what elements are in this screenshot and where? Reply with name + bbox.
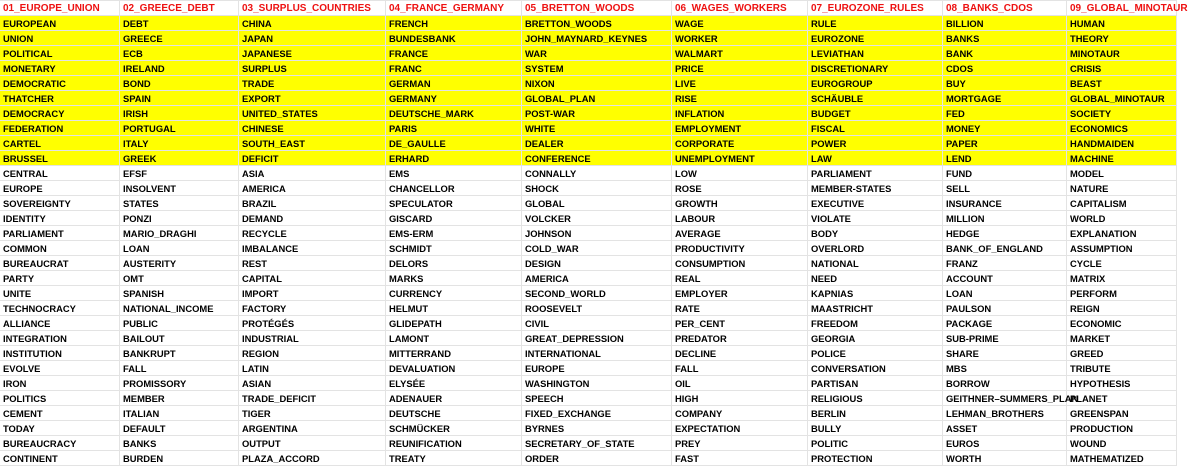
cell[interactable]: HEDGE xyxy=(943,226,1066,241)
cell[interactable]: LEVIATHAN xyxy=(808,46,942,61)
cell[interactable]: MACHINE xyxy=(1067,151,1176,166)
cell[interactable]: ECONOMIC xyxy=(1067,316,1176,331)
cell[interactable]: CONSUMPTION xyxy=(672,256,807,271)
cell[interactable]: HUMAN xyxy=(1067,16,1176,31)
cell[interactable]: ASSUMPTION xyxy=(1067,241,1176,256)
cell[interactable]: ROSE xyxy=(672,181,807,196)
cell[interactable]: FEDERATION xyxy=(0,121,119,136)
cell[interactable]: POST-WAR xyxy=(522,106,671,121)
cell[interactable]: FREEDOM xyxy=(808,316,942,331)
cell[interactable]: INDUSTRIAL xyxy=(239,331,385,346)
cell[interactable]: DEMOCRACY xyxy=(0,106,119,121)
cell[interactable]: CHANCELLOR xyxy=(386,181,521,196)
cell[interactable]: MITTERRAND xyxy=(386,346,521,361)
cell[interactable]: MODEL xyxy=(1067,166,1176,181)
cell[interactable]: TRIBUTE xyxy=(1067,361,1176,376)
cell[interactable]: SPANISH xyxy=(120,286,238,301)
cell[interactable]: OUTPUT xyxy=(239,436,385,451)
cell[interactable]: MONEY xyxy=(943,121,1066,136)
cell[interactable]: IRON xyxy=(0,376,119,391)
cell[interactable]: WORLD xyxy=(1067,211,1176,226)
cell[interactable]: COMMON xyxy=(0,241,119,256)
cell[interactable]: DELORS xyxy=(386,256,521,271)
cell[interactable]: INTERNATIONAL xyxy=(522,346,671,361)
cell[interactable]: JAPANESE xyxy=(239,46,385,61)
column-header[interactable]: 05_BRETTON_WOODS xyxy=(522,1,671,16)
cell[interactable]: BODY xyxy=(808,226,942,241)
cell[interactable]: OVERLORD xyxy=(808,241,942,256)
cell[interactable]: EVOLVE xyxy=(0,361,119,376)
cell[interactable]: POLITICAL xyxy=(0,46,119,61)
cell[interactable]: INSOLVENT xyxy=(120,181,238,196)
column-7 xyxy=(808,1,943,466)
cell[interactable]: MONETARY xyxy=(0,61,119,76)
cell[interactable]: REGION xyxy=(239,346,385,361)
cell[interactable]: EMPLOYER xyxy=(672,286,807,301)
cell[interactable]: EUROZONE xyxy=(808,31,942,46)
cell[interactable]: EUROS xyxy=(943,436,1066,451)
cell[interactable]: GLOBAL xyxy=(522,196,671,211)
cell[interactable]: REST xyxy=(239,256,385,271)
cell[interactable]: SUB-PRIME xyxy=(943,331,1066,346)
cell[interactable]: PRODUCTIVITY xyxy=(672,241,807,256)
cell[interactable]: OMT xyxy=(120,271,238,286)
cell[interactable]: PROTÉGÉS xyxy=(239,316,385,331)
cell[interactable]: LOAN xyxy=(943,286,1066,301)
cell[interactable]: DEMAND xyxy=(239,211,385,226)
cell[interactable]: EXPLANATION xyxy=(1067,226,1176,241)
column-header[interactable]: 09_GLOBAL_MINOTAUR xyxy=(1067,1,1176,16)
cell[interactable]: CRISIS xyxy=(1067,61,1176,76)
column-8 xyxy=(943,1,1079,466)
cell[interactable]: LEND xyxy=(943,151,1066,166)
cell[interactable]: RULE xyxy=(808,16,942,31)
cell[interactable]: PORTUGAL xyxy=(120,121,238,136)
cell[interactable]: WAR xyxy=(522,46,671,61)
cell[interactable]: FIXED_EXCHANGE xyxy=(522,406,671,421)
cell[interactable]: BANK_OF_ENGLAND xyxy=(943,241,1066,256)
cell[interactable]: THATCHER xyxy=(0,91,119,106)
cell[interactable]: CEMENT xyxy=(0,406,119,421)
column-header[interactable]: 04_FRANCE_GERMANY xyxy=(386,1,521,16)
cell[interactable]: LOW xyxy=(672,166,807,181)
cell[interactable]: BUREAUCRAT xyxy=(0,256,119,271)
cell[interactable]: AUSTERITY xyxy=(120,256,238,271)
cell[interactable]: PERFORM xyxy=(1067,286,1176,301)
cell[interactable]: TRADE_DEFICIT xyxy=(239,391,385,406)
cell[interactable]: VIOLATE xyxy=(808,211,942,226)
cell[interactable]: ECONOMICS xyxy=(1067,121,1176,136)
cell[interactable]: PRICE xyxy=(672,61,807,76)
cell[interactable]: DEALER xyxy=(522,136,671,151)
cell[interactable]: PER_CENT xyxy=(672,316,807,331)
column-header[interactable]: 08_BANKS_CDOS xyxy=(943,1,1066,16)
cell[interactable]: WOUND xyxy=(1067,436,1176,451)
cell[interactable]: BORROW xyxy=(943,376,1066,391)
cell[interactable]: POLICE xyxy=(808,346,942,361)
cell[interactable]: BUREAUCRACY xyxy=(0,436,119,451)
column-header[interactable]: 01_EUROPE_UNION xyxy=(0,1,119,16)
cell[interactable]: BEAST xyxy=(1067,76,1176,91)
cell[interactable]: WHITE xyxy=(522,121,671,136)
column-3 xyxy=(239,1,386,466)
cell[interactable]: BANKRUPT xyxy=(120,346,238,361)
cell[interactable]: KAPNIAS xyxy=(808,286,942,301)
cell[interactable]: BUY xyxy=(943,76,1066,91)
cell[interactable]: SOVEREIGNTY xyxy=(0,196,119,211)
cell[interactable]: PARLIAMENT xyxy=(808,166,942,181)
cell[interactable]: REUNIFICATION xyxy=(386,436,521,451)
cell[interactable]: SHOCK xyxy=(522,181,671,196)
cell[interactable]: GEORGIA xyxy=(808,331,942,346)
cell[interactable]: THEORY xyxy=(1067,31,1176,46)
cell[interactable]: ASIA xyxy=(239,166,385,181)
cell[interactable]: STATES xyxy=(120,196,238,211)
cell[interactable]: DEFICIT xyxy=(239,151,385,166)
cell[interactable]: DEBT xyxy=(120,16,238,31)
cell[interactable]: GREEK xyxy=(120,151,238,166)
cell[interactable]: LAMONT xyxy=(386,331,521,346)
cell[interactable]: SCHMÜCKER xyxy=(386,421,521,436)
cell[interactable]: CONTINENT xyxy=(0,451,119,466)
cell[interactable]: SCHMIDT xyxy=(386,241,521,256)
cell[interactable]: HELMUT xyxy=(386,301,521,316)
column-5 xyxy=(522,1,672,466)
cell[interactable]: WORTH xyxy=(943,451,1066,466)
cell[interactable]: GLOBAL_MINOTAUR xyxy=(1067,91,1176,106)
cell[interactable]: SOUTH_EAST xyxy=(239,136,385,151)
cell[interactable]: FALL xyxy=(120,361,238,376)
cell[interactable]: MEMBER-STATES xyxy=(808,181,942,196)
cell[interactable]: EUROPEAN xyxy=(0,16,119,31)
cell[interactable]: NEED xyxy=(808,271,942,286)
cell[interactable]: BANKS xyxy=(943,31,1066,46)
cell[interactable]: EXPORT xyxy=(239,91,385,106)
cell[interactable]: NATURE xyxy=(1067,181,1176,196)
cell[interactable]: BRAZIL xyxy=(239,196,385,211)
cell[interactable]: SOCIETY xyxy=(1067,106,1176,121)
cell[interactable]: CORPORATE xyxy=(672,136,807,151)
cell[interactable]: DESIGN xyxy=(522,256,671,271)
cell[interactable]: AMERICA xyxy=(239,181,385,196)
cell[interactable]: CDOS xyxy=(943,61,1066,76)
cell[interactable]: FRENCH xyxy=(386,16,521,31)
cell[interactable]: LIVE xyxy=(672,76,807,91)
cell[interactable]: WALMART xyxy=(672,46,807,61)
cell[interactable]: PARTY xyxy=(0,271,119,286)
cell[interactable]: SECRETARY_OF_STATE xyxy=(522,436,671,451)
cell[interactable]: NATIONAL_INCOME xyxy=(120,301,238,316)
cell[interactable]: IMPORT xyxy=(239,286,385,301)
cell[interactable]: TREATY xyxy=(386,451,521,466)
cell[interactable]: FACTORY xyxy=(239,301,385,316)
cell[interactable]: PAULSON xyxy=(943,301,1066,316)
cell[interactable]: CHINESE xyxy=(239,121,385,136)
cell[interactable]: MARKS xyxy=(386,271,521,286)
cell[interactable]: POLITIC xyxy=(808,436,942,451)
cell[interactable]: SPEECH xyxy=(522,391,671,406)
cell[interactable]: TIGER xyxy=(239,406,385,421)
cell[interactable]: UNITED_STATES xyxy=(239,106,385,121)
cell[interactable]: CENTRAL xyxy=(0,166,119,181)
cell[interactable]: SYSTEM xyxy=(522,61,671,76)
cell[interactable]: EUROPE xyxy=(0,181,119,196)
cell[interactable]: JOHN_MAYNARD_KEYNES xyxy=(522,31,671,46)
column-header[interactable]: 06_WAGES_WORKERS xyxy=(672,1,807,16)
cell[interactable]: TRADE xyxy=(239,76,385,91)
cell[interactable]: GISCARD xyxy=(386,211,521,226)
cell[interactable]: ASIAN xyxy=(239,376,385,391)
cell[interactable]: CYCLE xyxy=(1067,256,1176,271)
cell[interactable]: COMPANY xyxy=(672,406,807,421)
cell[interactable]: ECB xyxy=(120,46,238,61)
cell[interactable]: EMS-ERM xyxy=(386,226,521,241)
cell[interactable]: POLITICS xyxy=(0,391,119,406)
cell[interactable]: ACCOUNT xyxy=(943,271,1066,286)
cell[interactable]: HYPOTHESIS xyxy=(1067,376,1176,391)
cell[interactable]: PRODUCTION xyxy=(1067,421,1176,436)
cell[interactable]: DEFAULT xyxy=(120,421,238,436)
cell[interactable]: PREY xyxy=(672,436,807,451)
cell[interactable]: ITALIAN xyxy=(120,406,238,421)
cell[interactable]: HANDMAIDEN xyxy=(1067,136,1176,151)
cell[interactable]: PACKAGE xyxy=(943,316,1066,331)
cell[interactable]: HIGH xyxy=(672,391,807,406)
cell[interactable]: SPECULATOR xyxy=(386,196,521,211)
cell[interactable]: MINOTAUR xyxy=(1067,46,1176,61)
cell[interactable]: PROTECTION xyxy=(808,451,942,466)
cell[interactable]: POWER xyxy=(808,136,942,151)
cell[interactable]: EMPLOYMENT xyxy=(672,121,807,136)
cell[interactable]: LABOUR xyxy=(672,211,807,226)
cell[interactable]: DEUTSCHE xyxy=(386,406,521,421)
cell[interactable]: LEHMAN_BROTHERS xyxy=(943,406,1066,421)
cell[interactable]: BRUSSEL xyxy=(0,151,119,166)
cell[interactable]: AVERAGE xyxy=(672,226,807,241)
cell[interactable]: SPAIN xyxy=(120,91,238,106)
cell[interactable]: PARLIAMENT xyxy=(0,226,119,241)
cell[interactable]: EUROGROUP xyxy=(808,76,942,91)
cell[interactable]: LOAN xyxy=(120,241,238,256)
cell[interactable]: TODAY xyxy=(0,421,119,436)
cell[interactable]: RECYCLE xyxy=(239,226,385,241)
cell[interactable]: PUBLIC xyxy=(120,316,238,331)
cell[interactable]: BOND xyxy=(120,76,238,91)
cell[interactable]: MORTGAGE xyxy=(943,91,1066,106)
cell[interactable]: MAASTRICHT xyxy=(808,301,942,316)
column-9 xyxy=(1067,1,1188,466)
cell[interactable]: CONNALLY xyxy=(522,166,671,181)
cell[interactable]: MILLION xyxy=(943,211,1066,226)
cell[interactable]: ALLIANCE xyxy=(0,316,119,331)
cell[interactable]: GREED xyxy=(1067,346,1176,361)
cell[interactable]: INSURANCE xyxy=(943,196,1066,211)
cell[interactable]: DEUTSCHE_MARK xyxy=(386,106,521,121)
cell[interactable]: FUND xyxy=(943,166,1066,181)
cell[interactable]: REAL xyxy=(672,271,807,286)
cell[interactable]: FALL xyxy=(672,361,807,376)
cell[interactable]: IRELAND xyxy=(120,61,238,76)
cell[interactable]: LATIN xyxy=(239,361,385,376)
cell[interactable]: EXECUTIVE xyxy=(808,196,942,211)
cell[interactable]: UNION xyxy=(0,31,119,46)
cell[interactable]: GERMAN xyxy=(386,76,521,91)
cell[interactable]: ARGENTINA xyxy=(239,421,385,436)
cell[interactable]: PREDATOR xyxy=(672,331,807,346)
cell[interactable]: CAPITALISM xyxy=(1067,196,1176,211)
cell[interactable]: SECOND_WORLD xyxy=(522,286,671,301)
cell[interactable]: ITALY xyxy=(120,136,238,151)
cell[interactable]: BULLY xyxy=(808,421,942,436)
cell[interactable]: PLANET xyxy=(1067,391,1176,406)
cell[interactable]: DEVALUATION xyxy=(386,361,521,376)
column-header[interactable]: 03_SURPLUS_COUNTRIES xyxy=(239,1,385,16)
cell[interactable]: ORDER xyxy=(522,451,671,466)
cell[interactable]: AMERICA xyxy=(522,271,671,286)
cell[interactable]: IMBALANCE xyxy=(239,241,385,256)
cell[interactable]: DISCRETIONARY xyxy=(808,61,942,76)
cell[interactable]: DE_GAULLE xyxy=(386,136,521,151)
cell[interactable]: FRANCE xyxy=(386,46,521,61)
cell[interactable]: ROOSEVELT xyxy=(522,301,671,316)
cell[interactable]: JAPAN xyxy=(239,31,385,46)
cell[interactable]: FRANZ xyxy=(943,256,1066,271)
column-4 xyxy=(386,1,522,466)
cell[interactable]: WORKER xyxy=(672,31,807,46)
column-header[interactable]: 02_GREECE_DEBT xyxy=(120,1,238,16)
cell[interactable]: MARKET xyxy=(1067,331,1176,346)
cell[interactable]: CURRENCY xyxy=(386,286,521,301)
cell[interactable]: BAILOUT xyxy=(120,331,238,346)
cell[interactable]: NATIONAL xyxy=(808,256,942,271)
cell[interactable]: MATHEMATIZED xyxy=(1067,451,1176,466)
cell[interactable]: GEITHNER–SUMMERS_PLAN xyxy=(943,391,1066,406)
cell[interactable]: RELIGIOUS xyxy=(808,391,942,406)
cell[interactable]: REIGN xyxy=(1067,301,1176,316)
cell[interactable]: GREECE xyxy=(120,31,238,46)
cell[interactable]: BILLION xyxy=(943,16,1066,31)
cell[interactable]: FISCAL xyxy=(808,121,942,136)
cell[interactable]: BRETTON_WOODS xyxy=(522,16,671,31)
cell[interactable]: EMS xyxy=(386,166,521,181)
cell[interactable]: BYRNES xyxy=(522,421,671,436)
cell[interactable]: GERMANY xyxy=(386,91,521,106)
cell[interactable]: GREENSPAN xyxy=(1067,406,1176,421)
cell[interactable]: INSTITUTION xyxy=(0,346,119,361)
cell[interactable]: MATRIX xyxy=(1067,271,1176,286)
column-2 xyxy=(120,1,239,466)
cell[interactable]: NIXON xyxy=(522,76,671,91)
cell[interactable]: BANKS xyxy=(120,436,238,451)
cell[interactable]: GREAT_DEPRESSION xyxy=(522,331,671,346)
cell[interactable]: LAW xyxy=(808,151,942,166)
cell[interactable]: SURPLUS xyxy=(239,61,385,76)
cell[interactable]: GROWTH xyxy=(672,196,807,211)
cell[interactable]: IDENTITY xyxy=(0,211,119,226)
column-header[interactable]: 07_EUROZONE_RULES xyxy=(808,1,942,16)
cell[interactable]: JOHNSON xyxy=(522,226,671,241)
cell[interactable]: DEMOCRATIC xyxy=(0,76,119,91)
cell[interactable]: UNEMPLOYMENT xyxy=(672,151,807,166)
cell[interactable]: ELYSÉE xyxy=(386,376,521,391)
cell[interactable]: CHINA xyxy=(239,16,385,31)
cell[interactable]: OIL xyxy=(672,376,807,391)
cell[interactable]: BUDGET xyxy=(808,106,942,121)
cell[interactable]: CONVERSATION xyxy=(808,361,942,376)
cell[interactable]: GLIDEPATH xyxy=(386,316,521,331)
cell[interactable]: WAGE xyxy=(672,16,807,31)
cell[interactable]: CIVIL xyxy=(522,316,671,331)
cell[interactable]: DECLINE xyxy=(672,346,807,361)
cell[interactable]: EFSF xyxy=(120,166,238,181)
cell[interactable]: CAPITAL xyxy=(239,271,385,286)
cell[interactable]: PARIS xyxy=(386,121,521,136)
cell[interactable]: RISE xyxy=(672,91,807,106)
cell[interactable]: VOLCKER xyxy=(522,211,671,226)
cell[interactable]: FAST xyxy=(672,451,807,466)
column-6 xyxy=(672,1,808,466)
cell[interactable]: ADENAUER xyxy=(386,391,521,406)
column-1 xyxy=(0,1,120,466)
cell[interactable]: FRANC xyxy=(386,61,521,76)
cell[interactable]: MBS xyxy=(943,361,1066,376)
cell[interactable]: PLAZA_ACCORD xyxy=(239,451,385,466)
cell[interactable]: UNITE xyxy=(0,286,119,301)
cell[interactable]: SHARE xyxy=(943,346,1066,361)
cell[interactable]: MEMBER xyxy=(120,391,238,406)
cell[interactable]: IRISH xyxy=(120,106,238,121)
cell[interactable]: PARTISAN xyxy=(808,376,942,391)
cell[interactable]: INFLATION xyxy=(672,106,807,121)
cell[interactable]: PONZI xyxy=(120,211,238,226)
cell[interactable]: EUROPE xyxy=(522,361,671,376)
cell[interactable]: RATE xyxy=(672,301,807,316)
cell[interactable]: BANK xyxy=(943,46,1066,61)
cell[interactable]: BERLIN xyxy=(808,406,942,421)
cell[interactable]: TECHNOCRACY xyxy=(0,301,119,316)
cell[interactable]: MARIO_DRAGHI xyxy=(120,226,238,241)
cell[interactable]: CARTEL xyxy=(0,136,119,151)
cell[interactable]: CONFERENCE xyxy=(522,151,671,166)
cell[interactable]: WASHINGTON xyxy=(522,376,671,391)
cell[interactable]: SCHÄUBLE xyxy=(808,91,942,106)
cell[interactable]: EXPECTATION xyxy=(672,421,807,436)
cell[interactable]: SELL xyxy=(943,181,1066,196)
cell[interactable]: PAPER xyxy=(943,136,1066,151)
cell[interactable]: BUNDESBANK xyxy=(386,31,521,46)
cell[interactable]: ASSET xyxy=(943,421,1066,436)
cell[interactable]: INTEGRATION xyxy=(0,331,119,346)
cell[interactable]: GLOBAL_PLAN xyxy=(522,91,671,106)
cell[interactable]: PROMISSORY xyxy=(120,376,238,391)
cell[interactable]: BURDEN xyxy=(120,451,238,466)
cell[interactable]: ERHARD xyxy=(386,151,521,166)
cell[interactable]: FED xyxy=(943,106,1066,121)
cell[interactable]: COLD_WAR xyxy=(522,241,671,256)
